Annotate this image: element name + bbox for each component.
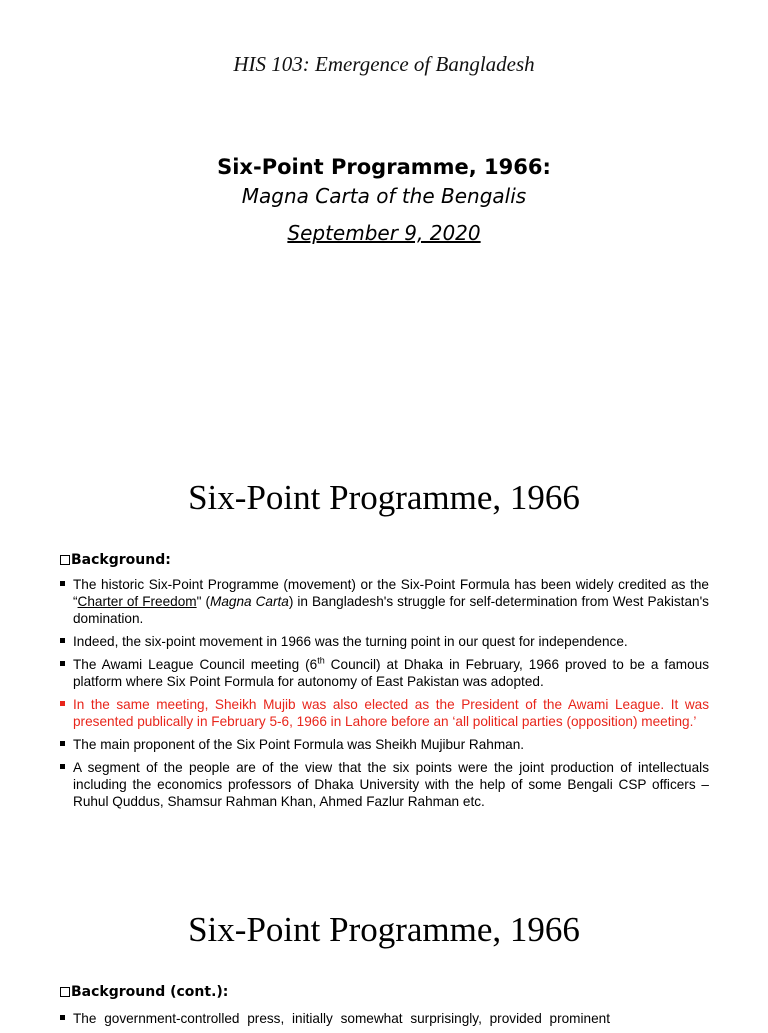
list-item [60, 1010, 709, 1027]
bullet-text: The Awami League Council meeting (6 [73, 657, 318, 672]
bullet-text: A segment of the people are of the view that the six points were the joint production of intellectuals including the economics professors of Dhaka University with the help of some Bengali CSP officers – Ruhul Quddus, Shamsur Rahman Khan, Ahmed Fazlur Rahman etc. [73, 760, 709, 809]
heading-label: Background: [71, 552, 171, 568]
bullet-text: Indeed, the six-point movement in 1966 was the turning point in our quest for independence. [73, 634, 628, 649]
superscript: th [317, 655, 325, 666]
bullet-icon [60, 581, 65, 586]
heading-label: Background (cont.): [71, 984, 229, 1000]
list-item [60, 576, 709, 627]
bullet-icon [60, 661, 65, 666]
slide2-bullets [60, 576, 709, 816]
list-item [60, 656, 709, 690]
bullet-text: The government-controlled press, initially somewhat surprisingly, provided prominent [73, 1011, 610, 1026]
slide3-bullets [60, 1010, 709, 1033]
bullet-italic: Magna Carta [210, 594, 289, 609]
list-item [60, 759, 709, 810]
slide2-title: Six-Point Programme, 1966 [188, 478, 580, 517]
bullet-icon [60, 701, 65, 706]
bullet-text: In the same meeting, Sheikh Mujib was also elected as the President of the Awami League. It was presented publically in February 5-6, 1966 in Lahore before an ‘all political parties (opposition) meeting.’ [73, 697, 709, 729]
bullet-icon [60, 764, 65, 769]
bullet-text: " ( [196, 594, 210, 609]
slide2-heading [60, 552, 171, 568]
list-item [60, 633, 709, 650]
list-item [60, 736, 709, 753]
slide3-heading [60, 984, 228, 1000]
bullet-text: ) in Bangladesh's struggle for self-determination from West Pakistan's domination. [73, 594, 709, 626]
bullet-text: Council) at Dhaka in February, 1966 proved to be a famous platform where Six Point Formula for autonomy of East Pakistan was adopted. [73, 657, 709, 689]
course-title: HIS 103: Emergence of Bangladesh [233, 52, 535, 76]
checkbox-icon [60, 987, 70, 997]
bullet-icon [60, 741, 65, 746]
slide1-title: Six-Point Programme, 1966: [217, 155, 551, 179]
charter-link[interactable]: Charter of Freedom [77, 594, 197, 609]
bullet-text: The historic Six-Point Programme (movement) or the Six-Point Formula has been widely credited as the “ [73, 577, 709, 609]
slide3-title: Six-Point Programme, 1966 [188, 910, 580, 949]
slide1-subtitle: Magna Carta of the Bengalis [241, 184, 527, 208]
checkbox-icon [60, 555, 70, 565]
list-item-highlighted [60, 696, 709, 730]
bullet-text: The main proponent of the Six Point Formula was Sheikh Mujibur Rahman. [73, 737, 525, 752]
slide1-date: September 9, 2020 [287, 221, 481, 245]
bullet-icon [60, 638, 65, 643]
bullet-icon [60, 1015, 65, 1020]
